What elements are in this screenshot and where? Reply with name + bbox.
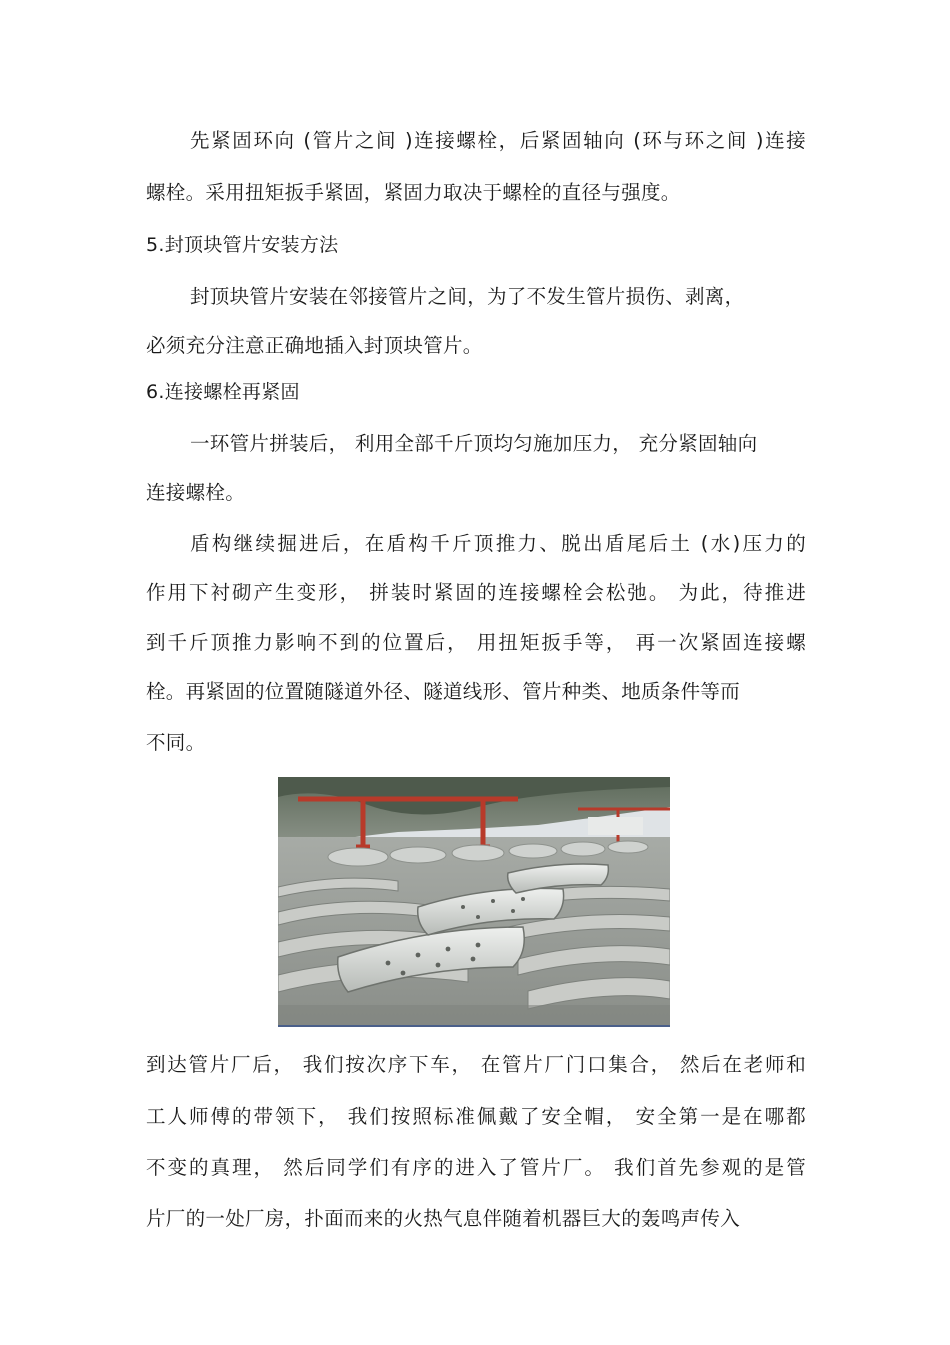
paragraph-5-line-2: 工人师傅的带领下， 我们按照标准佩戴了安全帽， 安全第一是在哪都 xyxy=(146,1105,806,1128)
paragraph-3-line-1: 一环管片拼装后， 利用全部千斤顶均匀施加压力， 充分紧固轴向 xyxy=(190,432,758,455)
paragraph-1-line-1: 先紧固环向 (管片之间 )连接螺栓，后紧固轴向 (环与环之间 )连接 xyxy=(190,129,806,152)
paragraph-4-line-2: 作用下衬砌产生变形， 拼装时紧固的连接螺栓会松弛。 为此，待推进 xyxy=(146,581,806,604)
segment-yard-photo xyxy=(278,777,670,1027)
paragraph-5-line-4: 片厂的一处厂房，扑面而来的火热气息伴随着机器巨大的轰鸣声传入 xyxy=(146,1207,741,1230)
paragraph-4-line-5: 不同。 xyxy=(146,731,206,754)
paragraph-4-line-4: 栓。再紧固的位置随隧道外径、隧道线形、管片种类、地质条件等而 xyxy=(146,680,741,703)
paragraph-1-line-2: 螺栓。采用扭矩扳手紧固，紧固力取决于螺栓的直径与强度。 xyxy=(146,181,681,204)
segment-yard-illustration xyxy=(278,777,670,1025)
paragraph-4-line-1: 盾构继续掘进后，在盾构千斤顶推力、脱出盾尾后土 (水)压力的 xyxy=(190,532,806,555)
section-heading-6: 6.连接螺栓再紧固 xyxy=(146,381,300,403)
paragraph-5-line-3: 不变的真理， 然后同学们有序的进入了管片厂。 我们首先参观的是管 xyxy=(146,1156,806,1179)
paragraph-3-line-2: 连接螺栓。 xyxy=(146,481,246,504)
paragraph-2-line-1: 封顶块管片安装在邻接管片之间，为了不发生管片损伤、剥离， xyxy=(190,285,745,308)
section-heading-5: 5.封顶块管片安装方法 xyxy=(146,234,339,256)
paragraph-2-line-2: 必须充分注意正确地插入封顶块管片。 xyxy=(146,334,483,357)
paragraph-4-line-3: 到千斤顶推力影响不到的位置后， 用扭矩扳手等， 再一次紧固连接螺 xyxy=(146,631,806,654)
paragraph-5-line-1: 到达管片厂后， 我们按次序下车， 在管片厂门口集合， 然后在老师和 xyxy=(146,1053,806,1076)
